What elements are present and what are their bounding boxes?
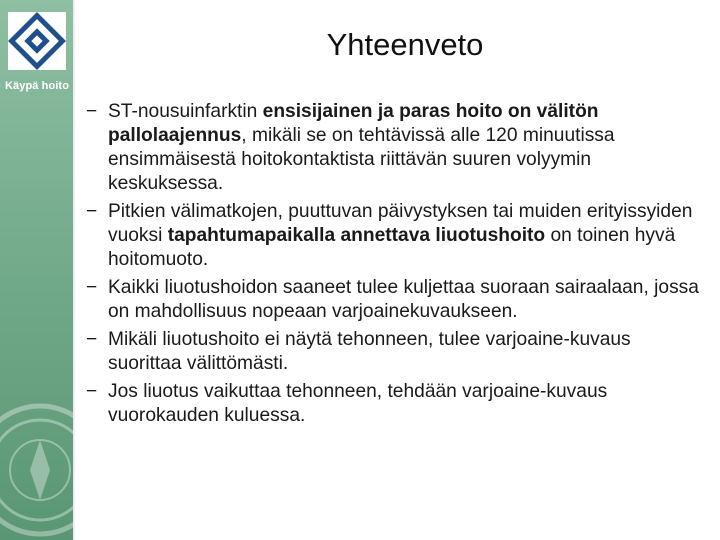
bullet-item (86, 328, 706, 376)
logo-text: Käypä hoito (4, 80, 70, 92)
bullet-text: Mikäli liuotushoito ei näytä tehonneen, tulee varjoaine-kuvaus suorittaa välittömästi. (108, 329, 631, 374)
bullet-text: Pitkien välimatkojen, puuttuvan päivystyksen tai muiden erityissyiden vuoksi (108, 201, 693, 246)
slide-title: Yhteenveto (326, 27, 484, 62)
bullet-item (86, 276, 706, 324)
bullet-marker: − (86, 101, 98, 122)
sidebar-shadow (73, 0, 76, 540)
bullet-text-bold: ensisijainen ja paras hoito on välitön pallolaajennus (108, 101, 599, 146)
bullet-marker: − (86, 381, 98, 402)
bullet-text-bold: tapahtumapaikalla annettava liuotushoito (167, 225, 546, 246)
bullet-item (86, 380, 706, 428)
bullet-marker: − (86, 201, 98, 222)
kaypa-hoito-logo (8, 12, 66, 70)
bullet-list (86, 100, 706, 432)
sidebar (0, 0, 73, 540)
bullet-marker: − (86, 329, 98, 350)
bullet-text: Jos liuotus vaikuttaa tehonneen, tehdään varjoaine-kuvaus vuorokauden kuluessa. (108, 381, 608, 426)
bullet-text: , mikäli se on tehtävissä alle 120 minuutissa ensimmäisestä hoitokontaktista riittävän suuren volyymin keskuksessa. (108, 125, 615, 194)
bullet-text: on toinen hyvä hoitomuoto. (108, 225, 676, 270)
bullet-text: ST-nousuinfarktin (108, 101, 263, 122)
bullet-item (86, 200, 706, 272)
bullet-text: Kaikki liuotushoidon saaneet tulee kuljettaa suoraan sairaalaan, jossa on mahdollisuus nopeaan varjoainekuvaukseen. (108, 277, 699, 322)
bullet-item (86, 100, 706, 196)
bullet-marker: − (86, 277, 98, 298)
